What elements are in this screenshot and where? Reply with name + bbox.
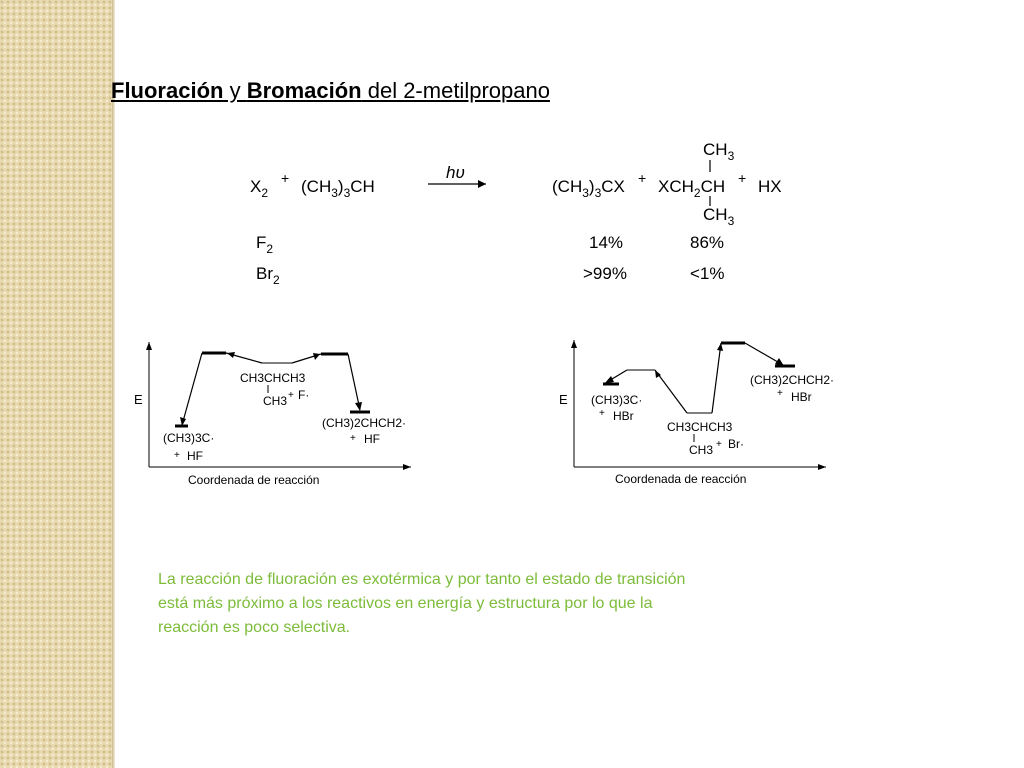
reactant-plus: + xyxy=(716,439,722,450)
plus-sign-2: + xyxy=(638,170,647,186)
yield-br2-primary: <1% xyxy=(690,264,725,283)
halogen-br2: $Br_2$ xyxy=(256,264,280,287)
arrowhead-ts-right xyxy=(313,353,320,360)
product-left-label-1: (CH3)3C· xyxy=(591,393,643,407)
product-left-label-1: (CH3)3C· xyxy=(163,431,215,445)
plus-sign-3: + xyxy=(738,170,747,186)
title-substrate: del 2-metilpropano xyxy=(361,78,550,103)
product-left-label-2: HBr xyxy=(613,409,634,423)
product-right-label-1: (CH3)2CHCH2· xyxy=(750,373,835,387)
y-axis-arrowhead xyxy=(146,342,152,350)
fluorination-energy-diagram xyxy=(130,330,430,500)
yield-br2-tertiary: >99% xyxy=(583,264,627,283)
reactant-label-2: CH3 xyxy=(689,443,714,457)
reactant-plus: + xyxy=(288,390,294,401)
product-right-label-2: HF xyxy=(364,432,380,446)
y-axis-arrowhead xyxy=(571,340,577,348)
y-axis-label: E xyxy=(134,392,143,407)
path-to-right-product xyxy=(348,354,360,410)
title-bromination: Bromación xyxy=(246,78,362,103)
reactant-label-2: CH3 xyxy=(263,394,288,408)
reaction-arrowhead xyxy=(478,180,486,188)
product-methyl-top: $CH_3$ xyxy=(703,140,735,163)
yield-f2-primary: 86% xyxy=(690,233,725,252)
product-right-plus: + xyxy=(350,433,356,444)
reactant-label-1: CH3CHCH3 xyxy=(667,420,733,434)
light-label: hυ xyxy=(446,163,465,182)
bromination-energy-diagram xyxy=(555,330,835,500)
arrowhead-ts-left xyxy=(227,352,235,358)
product-right-plus: + xyxy=(777,388,783,399)
reactant-halogen: $X_2$ xyxy=(250,177,269,200)
x-axis-label: Coordenada de reacción xyxy=(615,472,747,486)
product-hx: HX xyxy=(758,177,782,196)
x-axis-label: Coordenada de reacción xyxy=(188,473,320,487)
explanation-text xyxy=(158,568,878,640)
y-axis-label: E xyxy=(559,392,568,407)
plus-sign-1: + xyxy=(281,170,290,186)
product-right-label-1: (CH3)2CHCH2· xyxy=(322,416,407,430)
reaction-scheme xyxy=(0,0,1024,300)
arrowhead-left-product xyxy=(605,376,614,383)
x-axis-arrowhead xyxy=(818,464,826,470)
path-to-left-product xyxy=(182,353,202,425)
product-left-plus: + xyxy=(174,450,180,461)
explanation-line-2: está más próximo a los reactivos en energía y estructura por lo que la xyxy=(158,595,653,612)
product-methyl-bottom: $CH_3$ xyxy=(703,205,735,228)
product-left-plus: + xyxy=(599,408,605,419)
path-left-segment xyxy=(655,370,687,413)
reactant-label-1: CH3CHCH3 xyxy=(240,371,306,385)
reactant-label-3: F· xyxy=(298,388,310,402)
title-fluorination: Fluoración xyxy=(111,78,224,103)
x-axis-arrowhead xyxy=(403,464,411,470)
product-left-label-2: HF xyxy=(187,449,203,463)
reactant-label-3: Br· xyxy=(728,437,744,451)
yield-f2-tertiary: 14% xyxy=(589,233,624,252)
product-right-label-2: HBr xyxy=(791,390,812,404)
explanation-line-3: reacción es poco selectiva. xyxy=(158,619,351,636)
arrowhead-right-product xyxy=(355,402,362,411)
path-right-segment xyxy=(712,343,721,413)
reactant-isobutane: $(CH_3)_3CH$ xyxy=(301,177,375,200)
explanation-line-1: La reacción de fluoración es exotérmica y por tanto el estado de transición xyxy=(158,571,686,588)
title-conjunction: y xyxy=(223,78,247,103)
product-primary: $XCH_2CH$ xyxy=(658,177,726,200)
product-tertiary: $(CH_3)_3CX$ xyxy=(552,177,625,200)
halogen-f2: $F_2$ xyxy=(256,233,274,256)
